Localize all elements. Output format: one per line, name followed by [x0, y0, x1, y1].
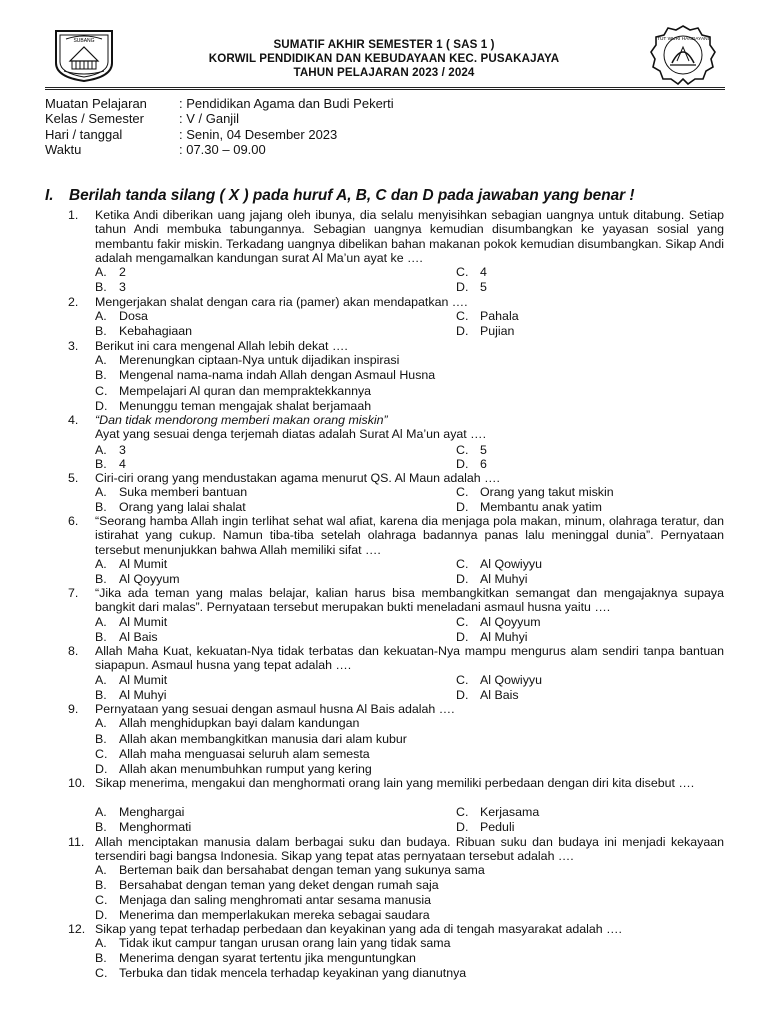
answer-option[interactable]	[456, 485, 614, 499]
option-letter: B.	[95, 572, 107, 586]
answer-option[interactable]	[456, 443, 487, 457]
question	[68, 295, 724, 309]
option-text: Menghargai	[119, 805, 185, 819]
answer-option[interactable]	[95, 762, 372, 776]
question-text: Ketika Andi diberikan uang jajang oleh ibunya, dia selalu menyisihkan sebagian uangnya untuk ditabung. Setiap tahun Andi membuka tabungannya. Sebagian uangnya kemudian disumbangkan ke yayasan sosial yang membantu fakir miskin. Terkadang uangnya dibelikan bahan makanan pokok kemudian disumbangkan. Sikap Andi adalah mengamalkan kandungan surat Al Ma’un ayat ke ….	[95, 208, 724, 265]
answer-option[interactable]	[95, 673, 167, 687]
header-divider	[45, 87, 725, 88]
question-number: 9.	[68, 702, 79, 716]
option-text: Al Muhyi	[119, 688, 167, 702]
answer-option[interactable]	[456, 280, 487, 294]
section-number: I.	[45, 187, 54, 204]
answer-option[interactable]	[95, 951, 416, 965]
option-text: Al Bais	[119, 630, 158, 644]
answer-option[interactable]	[456, 673, 542, 687]
option-text: 2	[119, 265, 126, 279]
option-letter: C.	[95, 747, 108, 761]
option-text: 5	[480, 443, 487, 457]
option-text: Al Qoyyum	[119, 572, 180, 586]
question-text: “Jika ada teman yang malas belajar, kalian harus bisa membangkitkan semangat dan mengajaknya supaya bangkit dari malas”. Pernyataan tersebut merupakan bukti meneladani asmaul husna yaitu ….	[95, 586, 724, 615]
option-letter: B.	[95, 732, 107, 746]
option-letter: C.	[95, 384, 108, 398]
option-text: Al Muhyi	[480, 572, 528, 586]
option-letter: A.	[95, 353, 107, 367]
question	[68, 208, 724, 265]
option-text: 4	[119, 457, 126, 471]
option-text: Bersahabat dengan teman yang deket dengan rumah saja	[119, 878, 439, 892]
option-letter: B.	[95, 820, 107, 834]
option-letter: B.	[95, 878, 107, 892]
answer-option[interactable]	[95, 384, 371, 398]
logo-lettering: TUT WURI HANDAYANI	[657, 37, 709, 42]
answer-option[interactable]	[456, 265, 487, 279]
answer-option[interactable]	[456, 630, 528, 644]
answer-option[interactable]	[95, 878, 439, 892]
answer-option[interactable]	[456, 500, 602, 514]
question	[68, 413, 724, 442]
option-text: Mengenal nama-nama indah Allah dengan Asmaul Husna	[119, 368, 436, 382]
answer-option[interactable]	[456, 457, 487, 471]
option-letter: D.	[456, 820, 469, 834]
answer-option[interactable]	[95, 893, 431, 907]
option-letter: B.	[95, 368, 107, 382]
option-letter: D.	[456, 280, 469, 294]
option-letter: D.	[456, 572, 469, 586]
answer-option[interactable]	[95, 747, 370, 761]
question-number: 10.	[68, 776, 86, 790]
info-value: : Pendidikan Agama dan Budi Pekerti	[179, 96, 394, 111]
option-letter: B.	[95, 951, 107, 965]
answer-option[interactable]	[95, 485, 247, 499]
option-letter: A.	[95, 265, 107, 279]
option-letter: B.	[95, 324, 107, 338]
option-text: Orang yang takut miskin	[480, 485, 614, 499]
option-letter: B.	[95, 688, 107, 702]
option-letter: D.	[456, 688, 469, 702]
info-value: : Senin, 04 Desember 2023	[179, 127, 338, 142]
question-text: Berikut ini cara mengenal Allah lebih dekat ….	[95, 339, 348, 353]
option-letter: D.	[456, 630, 469, 644]
question-number: 2.	[68, 295, 79, 309]
option-text: Membantu anak yatim	[480, 500, 602, 514]
option-letter: B.	[95, 500, 107, 514]
info-value: : 07.30 – 09.00	[179, 142, 266, 157]
option-letter: D.	[456, 457, 469, 471]
section-heading	[45, 187, 635, 205]
question-number: 1.	[68, 208, 79, 222]
option-letter: A.	[95, 557, 107, 571]
header-title: SUMATIF AKHIR SEMESTER 1 ( SAS 1 )	[273, 38, 495, 51]
option-text: Menghormati	[119, 820, 192, 834]
answer-option[interactable]	[95, 908, 430, 922]
question-text: Mengerjakan shalat dengan cara ria (pamer) akan mendapatkan ….	[95, 295, 468, 309]
question	[68, 702, 724, 716]
answer-option[interactable]	[95, 265, 126, 279]
option-letter: C.	[456, 615, 469, 629]
option-text: Al Qowiyyu	[480, 673, 542, 687]
option-text: Allah menghidupkan bayi dalam kandungan	[119, 716, 360, 730]
answer-option[interactable]	[95, 716, 359, 730]
option-text: Al Muhyi	[480, 630, 528, 644]
question	[68, 835, 724, 864]
option-text: Allah akan membangkitkan manusia dari alam kubur	[119, 732, 407, 746]
option-letter: C.	[456, 673, 469, 687]
answer-option[interactable]	[95, 820, 191, 834]
answer-option[interactable]	[456, 615, 541, 629]
option-text: Al Mumit	[119, 615, 168, 629]
answer-option[interactable]	[456, 805, 539, 819]
option-letter: A.	[95, 615, 107, 629]
option-text: Mempelajari Al quran dan mempraktekkannya	[119, 384, 372, 398]
option-letter: C.	[95, 893, 108, 907]
option-text: Pahala	[480, 309, 519, 323]
question-text: Sikap yang tepat terhadap perbedaan dan keyakinan yang ada di tengah masyarakat adalah ….	[95, 922, 622, 936]
info-value: : V / Ganjil	[179, 111, 239, 126]
option-letter: A.	[95, 863, 107, 877]
question-number: 8.	[68, 644, 79, 658]
option-text: Menunggu teman mengajak shalat berjamaah	[119, 399, 372, 413]
option-letter: D.	[95, 399, 108, 413]
question-text: Ciri-ciri orang yang mendustakan agama menurut QS. Al Maun adalah ….	[95, 471, 500, 485]
option-letter: C.	[456, 485, 469, 499]
option-letter: C.	[456, 805, 469, 819]
option-letter: A.	[95, 716, 107, 730]
option-letter: A.	[95, 485, 107, 499]
option-letter: C.	[456, 309, 469, 323]
option-text: Terbuka dan tidak mencela terhadap keyakinan yang dianutnya	[119, 966, 467, 980]
answer-option[interactable]	[95, 324, 192, 338]
answer-option[interactable]	[95, 732, 407, 746]
question	[68, 586, 724, 615]
answer-option[interactable]	[95, 688, 167, 702]
section-instruction: Berilah tanda silang ( X ) pada huruf A, B, C dan D pada jawaban yang benar !	[69, 187, 635, 204]
option-text: Al Bais	[480, 688, 519, 702]
answer-option[interactable]	[456, 820, 514, 834]
option-text: 5	[480, 280, 487, 294]
answer-option[interactable]	[95, 863, 485, 877]
option-text: 3	[119, 280, 126, 294]
header-divider	[45, 89, 725, 90]
option-text: Al Qoyyum	[480, 615, 541, 629]
question	[68, 776, 724, 790]
answer-option[interactable]	[95, 309, 148, 323]
question-text: Allah Maha Kuat, kekuatan-Nya tidak terbatas dan kekuatan-Nya mampu mengurus alam sendiri tanpa bantuan siapapun. Asmaul husna yang tepat adalah ….	[95, 644, 724, 673]
option-letter: B.	[95, 630, 107, 644]
answer-option[interactable]	[95, 368, 435, 382]
option-letter: D.	[456, 500, 469, 514]
question	[68, 514, 724, 557]
info-label: Hari / tanggal	[45, 127, 123, 142]
option-text: Pujian	[480, 324, 515, 338]
question-number: 4.	[68, 413, 79, 427]
question-text: Pernyataan yang sesuai dengan asmaul husna Al Bais adalah ….	[95, 702, 455, 716]
option-letter: A.	[95, 309, 107, 323]
question	[68, 644, 724, 673]
answer-option[interactable]	[95, 557, 167, 571]
question-text: Ayat yang sesuai denga terjemah diatas adalah Surat Al Ma’un ayat ….	[95, 427, 487, 442]
question	[68, 922, 724, 936]
option-text: Allah akan menumbuhkan rumput yang kering	[119, 762, 372, 776]
question-number: 6.	[68, 514, 79, 528]
option-text: Orang yang lalai shalat	[119, 500, 246, 514]
option-text: Al Mumit	[119, 673, 168, 687]
answer-option[interactable]	[95, 280, 126, 294]
option-letter: A.	[95, 936, 107, 950]
option-text: Menjaga dan saling menghromati antar sesama manusia	[119, 893, 432, 907]
option-text: Kebahagiaan	[119, 324, 193, 338]
question-text: Sikap menerima, mengakui dan menghormati orang lain yang memiliki perbedaan dengan diri kita disebut ….	[95, 776, 695, 790]
option-letter: C.	[456, 557, 469, 571]
option-letter: C.	[456, 443, 469, 457]
question	[68, 471, 724, 485]
option-text: Suka memberi bantuan	[119, 485, 248, 499]
answer-option[interactable]	[95, 936, 451, 950]
option-letter: A.	[95, 673, 107, 687]
option-letter: A.	[95, 443, 107, 457]
answer-option[interactable]	[95, 630, 158, 644]
option-text: Menerima dengan syarat tertentu jika menguntungkan	[119, 951, 416, 965]
question-number: 3.	[68, 339, 79, 353]
option-letter: D.	[95, 908, 108, 922]
info-label: Muatan Pelajaran	[45, 96, 147, 111]
answer-option[interactable]	[95, 443, 126, 457]
question-text: Allah menciptakan manusia dalam berbagai suku dan budaya. Ribuan suku dan budaya ini menjadi kekayaan tersendiri bagi bangsa Indonesia. Sikap yang tepat atas pernyataan tersebut adalah ….	[95, 835, 724, 864]
answer-option[interactable]	[95, 353, 399, 367]
question	[68, 339, 724, 353]
option-letter: D.	[456, 324, 469, 338]
option-letter: B.	[95, 280, 107, 294]
option-letter: C.	[95, 966, 108, 980]
option-text: 3	[119, 443, 126, 457]
option-text: Dosa	[119, 309, 148, 323]
option-text: Kerjasama	[480, 805, 540, 819]
option-text: 4	[480, 265, 487, 279]
answer-option[interactable]	[95, 572, 180, 586]
option-text: Berteman baik dan bersahabat dengan teman yang sukunya sama	[119, 863, 485, 877]
seal-lettering: SUBANG	[73, 38, 95, 44]
option-letter: C.	[456, 265, 469, 279]
option-text: Tidak ikut campur tangan urusan orang lain yang tidak sama	[119, 936, 451, 950]
option-text: 6	[480, 457, 487, 471]
option-letter: A.	[95, 805, 107, 819]
option-letter: D.	[95, 762, 108, 776]
option-text: Peduli	[480, 820, 515, 834]
option-text: Al Mumit	[119, 557, 168, 571]
header-school-year: TAHUN PELAJARAN 2023 / 2024	[293, 66, 475, 79]
info-label: Waktu	[45, 142, 82, 157]
quoted-verse: “Dan tidak mendorong memberi makan orang miskin”	[95, 413, 388, 427]
option-text: Menerima dan memperlakukan mereka sebagai saudara	[119, 908, 430, 922]
option-text: Al Qowiyyu	[480, 557, 542, 571]
answer-option[interactable]	[95, 615, 167, 629]
question-text: “Seorang hamba Allah ingin terlihat sehat wal afiat, karena dia menjaga pola makan, minum, olahraga teratur, dan istirahat yang cukup. Namun tiba-tiba setelah olahraga badannya panas lalu meninggal dunia”. Pernyataan tersebut menunjukkan bahwa Allah memiliki sifat ….	[95, 514, 724, 557]
option-letter: B.	[95, 457, 107, 471]
answer-option[interactable]	[95, 500, 246, 514]
answer-option[interactable]	[95, 805, 184, 819]
answer-option[interactable]	[456, 324, 514, 338]
option-text: Merenungkan ciptaan-Nya untuk dijadikan inspirasi	[119, 353, 400, 367]
answer-option[interactable]	[456, 309, 519, 323]
question-number: 5.	[68, 471, 79, 485]
answer-option[interactable]	[95, 966, 466, 980]
answer-option[interactable]	[456, 688, 519, 702]
question-number: 12.	[68, 922, 86, 936]
answer-option[interactable]	[456, 557, 542, 571]
answer-option[interactable]	[456, 572, 528, 586]
option-text: Allah maha menguasai seluruh alam semesta	[119, 747, 370, 761]
answer-option[interactable]	[95, 399, 371, 413]
question-number: 11.	[68, 835, 85, 849]
info-label: Kelas / Semester	[45, 111, 144, 126]
question-number: 7.	[68, 586, 79, 600]
header-institution: KORWIL PENDIDIKAN DAN KEBUDAYAAN KEC. PUSAKAJAYA	[208, 52, 560, 65]
answer-option[interactable]	[95, 457, 126, 471]
